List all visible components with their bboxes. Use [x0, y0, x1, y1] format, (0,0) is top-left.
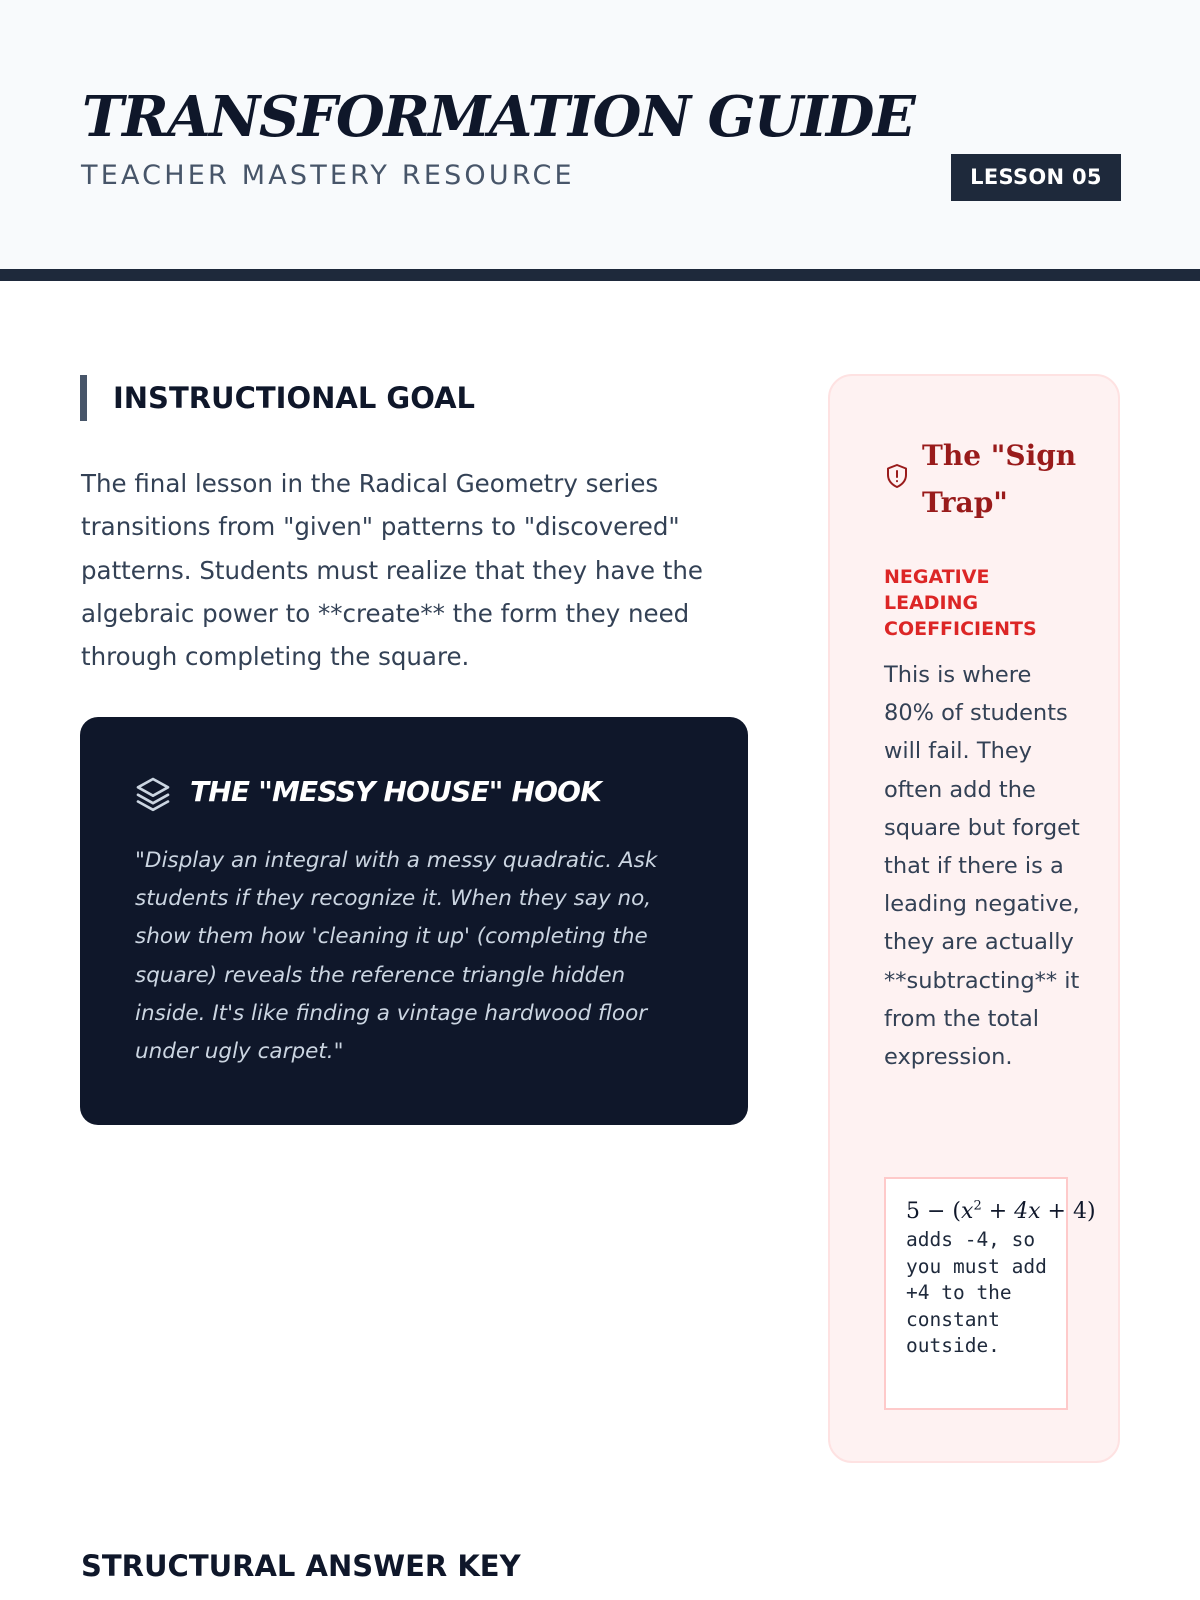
layers-icon — [133, 774, 173, 814]
instructional-goal-text: The final lesson in the Radical Geometry series transitions from "given" patterns to "discovered" patterns. Students must realize that they have the algebraic power to **create** the form they need through completing the square. — [81, 469, 704, 672]
answer-key-heading: STRUCTURAL ANSWER KEY — [81, 1549, 521, 1583]
formula-box — [884, 1177, 1096, 1410]
hook-card — [80, 717, 748, 1125]
formula-variable: x — [961, 1199, 974, 1224]
sign-trap-card — [828, 374, 1120, 1463]
page-header — [0, 0, 1200, 281]
page-subtitle: TEACHER MASTERY RESOURCE — [81, 160, 575, 191]
lesson-badge: LESSON 05 — [951, 154, 1121, 201]
sign-trap-subtitle: NEGATIVE LEADING COEFFICIENTS — [884, 566, 1037, 640]
formula-exponent: 2 — [973, 1198, 982, 1214]
hook-title: THE "MESSY HOUSE" HOOK — [190, 775, 602, 808]
formula-linear-term: 4x — [1014, 1199, 1041, 1224]
sign-trap-text: This is where 80% of students will fail. They often add the square but forget that if there is a leading negative, they are actually **subtracting** it from the total expression. — [884, 662, 1080, 1071]
shield-alert-icon — [885, 463, 909, 489]
formula: $5 - (x^2 + 4x + 4)$ — [906, 1198, 1096, 1224]
formula-note: adds -4, so you must add +4 to the constant outside. — [906, 1228, 1047, 1357]
hook-quote: "Display an integral with a messy quadratic. Ask students if they recognize it. When they say no, show them how 'cleaning it up' (completing the square) reveals the reference triangle hidden inside. It's like finding a vintage hardwood floor under ugly carpet." — [135, 848, 658, 1065]
instructional-goal-heading: INSTRUCTIONAL GOAL — [113, 381, 476, 415]
section-accent-bar — [80, 375, 87, 421]
sign-trap-title: The "Sign Trap" — [922, 439, 1077, 519]
page-title: TRANSFORMATION GUIDE — [82, 84, 915, 150]
formula-square-term: 4 — [1072, 1199, 1087, 1224]
formula-constant: 5 — [906, 1199, 920, 1224]
